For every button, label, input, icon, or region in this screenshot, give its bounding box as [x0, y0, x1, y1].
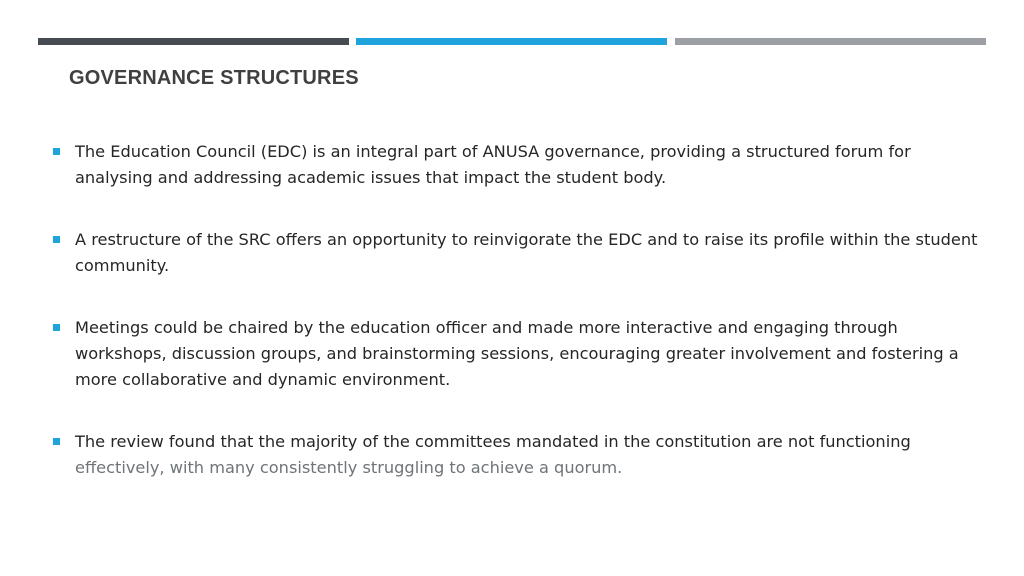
square-bullet-icon	[53, 236, 60, 243]
bullet-text: Meetings could be chaired by the education officer and made more interactive and engaging through workshops, discussion groups, and brainstorming sessions, encouraging greater involvement and fostering a more collaborative and dynamic environment.	[75, 318, 959, 389]
square-bullet-icon	[53, 148, 60, 155]
bullet-item-meetings	[50, 315, 980, 393]
header-bar-blue	[356, 38, 667, 45]
bullet-list	[50, 139, 980, 517]
slide-title: GOVERNANCE STRUCTURES	[69, 67, 359, 89]
bullet-text: A restructure of the SRC offers an opportunity to reinvigorate the EDC and to raise its profile within the student community.	[75, 230, 978, 275]
bullet-text: The review found that the majority of the committees mandated in the constitution are not functioning	[75, 432, 911, 451]
bullet-item-src-restructure	[50, 227, 980, 279]
header-bar-gray	[675, 38, 986, 45]
bullet-item-review	[50, 429, 980, 481]
square-bullet-icon	[53, 324, 60, 331]
bullet-item-edc	[50, 139, 980, 191]
bullet-text: The Education Council (EDC) is an integral part of ANUSA governance, providing a structured forum for analysing and addressing academic issues that impact the student body.	[75, 142, 911, 187]
square-bullet-icon	[53, 438, 60, 445]
header-bar-dark	[38, 38, 349, 45]
bullet-text-muted: effectively, with many consistently struggling to achieve a quorum.	[75, 458, 623, 477]
